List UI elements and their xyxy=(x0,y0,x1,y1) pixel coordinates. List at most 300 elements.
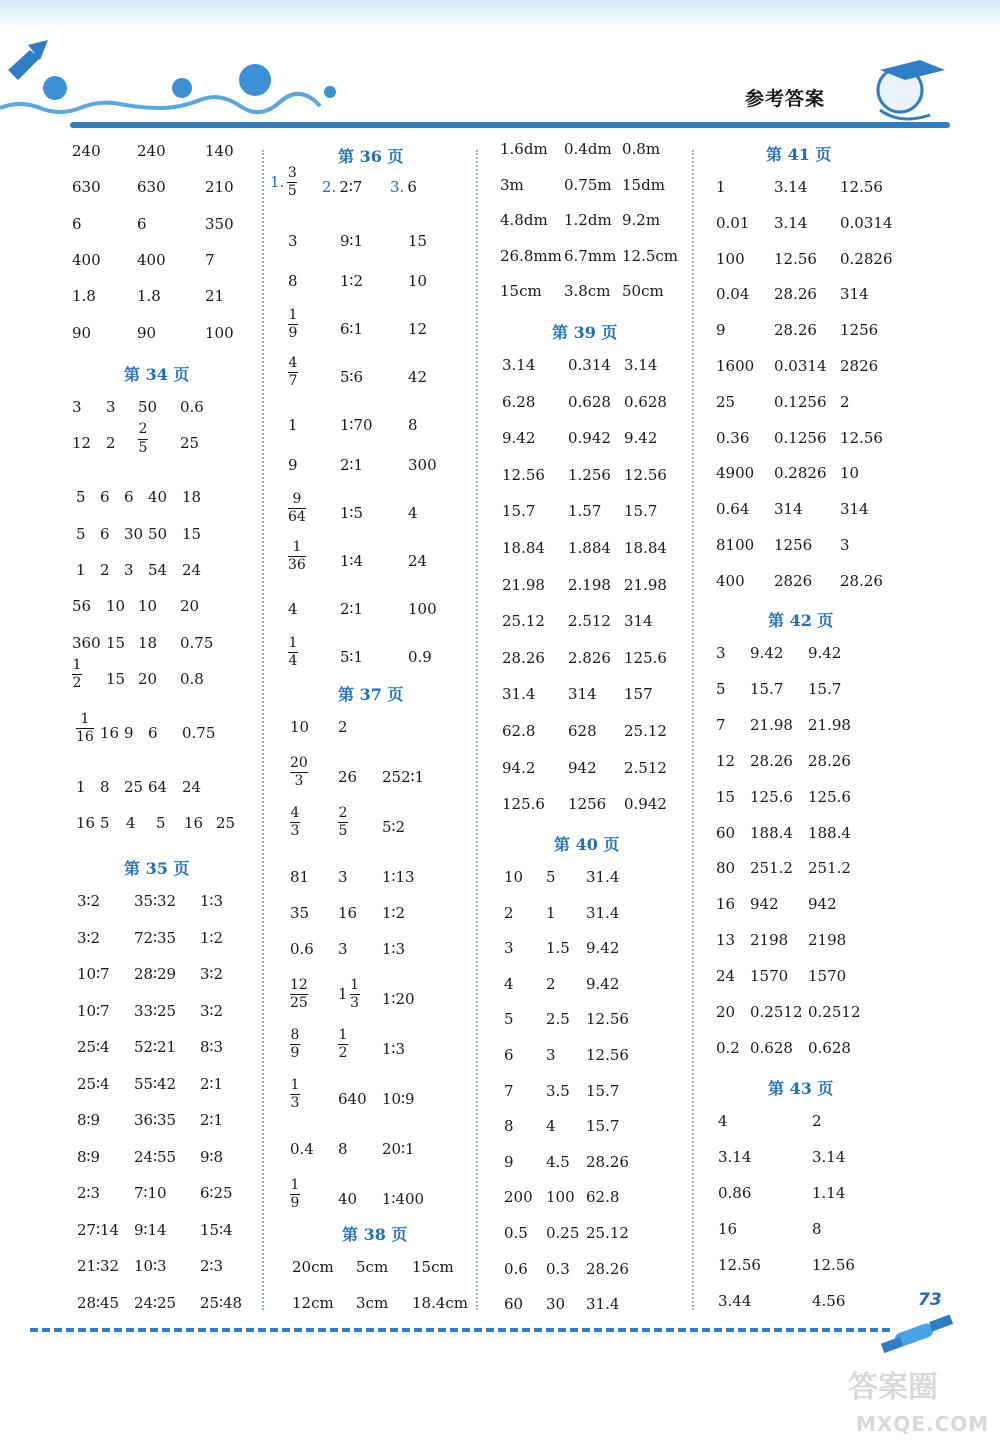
answer-value: 8100 xyxy=(716,536,755,554)
answer-value: 35 xyxy=(290,904,310,922)
answer-value: 33∶25 xyxy=(134,1001,177,1020)
answer-value: 25∶4 xyxy=(77,1074,110,1093)
answer-value: 100 xyxy=(546,1188,575,1207)
answer-value: 25.12 xyxy=(624,722,667,740)
answer-value: 4 xyxy=(504,974,514,993)
answer-value: 350 xyxy=(205,214,234,233)
answer-value: 3.14 xyxy=(812,1148,846,1166)
answer-value: 0.0314 xyxy=(840,213,893,232)
answer-value: 7 xyxy=(716,715,726,734)
answer-value: 10 xyxy=(408,272,428,290)
answer-value: 7 xyxy=(205,250,215,269)
answer-value: 1570 xyxy=(750,967,789,986)
answer-value: 4 xyxy=(718,1112,728,1130)
answer-value: 2∶1 xyxy=(200,1074,223,1093)
answer-value: 9 xyxy=(716,321,726,340)
answer-value: 0.36 xyxy=(716,428,750,447)
answer-value: 1 xyxy=(716,178,726,196)
answer-value: 12cm xyxy=(292,1294,334,1312)
answer-value: 0.2512 xyxy=(750,1003,803,1021)
answer-value: 2∶3 xyxy=(77,1184,100,1202)
answer-value: 400 xyxy=(716,571,745,590)
answer-value: 28∶29 xyxy=(134,965,177,983)
answer-value: 25 xyxy=(716,392,736,411)
answer-value: 15.7 xyxy=(750,679,784,698)
answer-value: 9 xyxy=(124,723,134,742)
answer-value: 6 xyxy=(124,488,134,507)
answer-value: 40 xyxy=(148,488,168,507)
answer-value: 3cm xyxy=(356,1294,389,1312)
answer-value: 8 xyxy=(100,777,110,796)
answer-value: 314 xyxy=(840,285,869,304)
answer-value: 1∶70 xyxy=(340,416,373,434)
answer-value: 9.42 xyxy=(586,974,620,993)
answer-value: 7 xyxy=(504,1081,514,1100)
answer-value xyxy=(287,166,297,200)
answer-value: 12.56 xyxy=(502,465,545,484)
answer-value: 21.98 xyxy=(750,715,793,734)
answer-value: 25 xyxy=(180,434,200,453)
answer-value: 12.56 xyxy=(840,178,883,196)
answer-value: 25∶4 xyxy=(77,1038,110,1056)
answer-value: 4 xyxy=(408,504,418,522)
answer-value: 1∶3 xyxy=(200,892,223,910)
answer-value: 18.84 xyxy=(502,539,545,557)
answer-value: 252∶1 xyxy=(382,768,425,786)
answer-value: 188.4 xyxy=(750,823,793,842)
answer-value: 26.8mm xyxy=(500,246,562,265)
answer-value: 15cm xyxy=(500,282,542,300)
answer-value: 50cm xyxy=(622,282,664,300)
column-divider xyxy=(692,150,694,1310)
answer-value: 10∶7 xyxy=(77,965,110,983)
answer-value: 1∶2 xyxy=(382,904,405,922)
answer-value: 1 xyxy=(546,903,556,922)
answer-value: 40 xyxy=(338,1190,358,1208)
answer-value: 3.44 xyxy=(718,1292,752,1310)
answer-value: 9 xyxy=(288,456,298,474)
answer-value: 15dm xyxy=(622,175,665,194)
answer-value: 2∶1 xyxy=(200,1111,223,1129)
answer-value: 314 xyxy=(568,685,597,704)
section-heading-34: 第 34 页 xyxy=(124,365,190,384)
answer-value: 21 xyxy=(205,287,225,306)
answer-value: 5 xyxy=(546,868,556,886)
answer-value: 16 xyxy=(76,814,96,833)
answer-value: 3.8cm xyxy=(564,282,611,300)
fraction: $\frac{1}{16}$ xyxy=(76,710,94,746)
answer-value: 3 xyxy=(840,536,850,554)
watermark-url: MXQE.COM xyxy=(856,1412,990,1436)
section-heading-37: 第 37 页 xyxy=(338,685,404,704)
answer-value: 125.6 xyxy=(808,787,851,806)
answer-value: 125.6 xyxy=(502,795,545,814)
answer-value: 24 xyxy=(182,777,202,796)
page-header xyxy=(0,0,1000,140)
fraction: $\frac{8}{9}$ xyxy=(290,1027,300,1062)
answer-value: 9∶1 xyxy=(340,232,363,250)
answer-value: 25 xyxy=(124,777,144,796)
answer-value: 28.26 xyxy=(502,648,545,667)
answer-value: 314 xyxy=(840,500,869,519)
answer-value: 20 xyxy=(716,1003,736,1021)
answer-value: 0.6 xyxy=(290,940,314,958)
answer-value: 3m xyxy=(500,175,524,194)
answer-value: 942 xyxy=(808,895,837,914)
answer-value: 5 xyxy=(716,679,726,698)
answer-value xyxy=(290,978,308,1012)
answer-value xyxy=(288,540,306,574)
answer-value: 0.942 xyxy=(624,795,667,814)
answer-value: 8 xyxy=(812,1220,822,1238)
section-heading-42: 第 42 页 xyxy=(768,611,834,630)
answer-value: 62.8 xyxy=(502,722,536,740)
fraction: $\frac{12}{25}$ xyxy=(290,977,308,1012)
answer-value: 1.5 xyxy=(546,939,570,958)
fraction: $\frac{2}{5}$ xyxy=(338,805,348,840)
answer-value: 18.84 xyxy=(624,539,667,557)
section-heading-40: 第 40 页 xyxy=(554,835,620,854)
answer-value: 0.4 xyxy=(290,1140,314,1158)
answer-value: 1∶2 xyxy=(340,272,363,290)
answer-value: 2.826 xyxy=(568,648,611,667)
answer-value: 3∶2 xyxy=(77,892,100,910)
answer-value: 3.5 xyxy=(546,1081,570,1100)
answer-value: 12.5cm xyxy=(622,246,679,265)
answer-value: 240 xyxy=(137,142,166,160)
answer-value: 0.86 xyxy=(718,1184,752,1202)
answer-value: 9.42 xyxy=(624,429,658,448)
answer-value: 25 xyxy=(216,814,236,833)
answer-value: 400 xyxy=(137,250,166,269)
answer-value: 5∶2 xyxy=(382,818,405,836)
answer-value: 125.6 xyxy=(750,787,793,806)
answer-value: 1.256 xyxy=(568,465,611,484)
answer-value: 15.7 xyxy=(586,1081,620,1100)
answer-value: 0.6 xyxy=(504,1259,528,1278)
answer-value: 3 xyxy=(106,398,116,416)
answer-value xyxy=(288,492,306,526)
answer-value: 1∶3 xyxy=(382,1040,405,1058)
question-answer xyxy=(390,180,417,195)
answer-value: 0.8 xyxy=(180,669,204,688)
answer-value: 0.6 xyxy=(180,398,204,416)
answer-value: 0.9 xyxy=(408,648,432,666)
answer-value: 6 xyxy=(100,488,110,507)
answer-value: 54 xyxy=(148,560,168,579)
answer-value: 60 xyxy=(716,823,736,842)
fraction: $\frac{1}{9}$ xyxy=(288,307,298,342)
question-answer xyxy=(270,166,297,200)
answer-value: 1∶2 xyxy=(200,928,223,947)
answer-value: 6 xyxy=(72,214,82,233)
answer-value: 125.6 xyxy=(624,648,667,667)
fraction: $\frac{1}{2}$ xyxy=(72,656,82,692)
question-number: 2. xyxy=(322,178,337,196)
answer-value: 0.628 xyxy=(624,392,667,411)
answer-value: 1256 xyxy=(840,321,879,340)
answer-value: 2198 xyxy=(808,931,847,950)
answer-value: 9∶8 xyxy=(200,1147,223,1166)
answer-value: 942 xyxy=(568,758,597,777)
answer-value: 100 xyxy=(716,249,745,268)
question-number: 1. xyxy=(270,173,285,192)
answer-value: 15 xyxy=(408,232,428,250)
answer-value: 251.2 xyxy=(750,859,793,878)
answer-value: 10 xyxy=(290,718,310,736)
answer-value: 2.512 xyxy=(568,612,611,631)
answer-value xyxy=(338,1028,348,1062)
answer-value: 15cm xyxy=(412,1258,454,1276)
answer-value: 6∶1 xyxy=(340,320,363,338)
answer-value: 1 xyxy=(76,560,86,579)
answer-value: 0.1256 xyxy=(774,392,827,411)
answer-value: 12 xyxy=(72,434,92,453)
answer-value: 12.56 xyxy=(774,249,817,268)
answer-value: 24∶25 xyxy=(134,1293,177,1312)
answer-value: 300 xyxy=(408,456,437,474)
answer-value: 27∶14 xyxy=(77,1220,120,1239)
answer-value: 9.42 xyxy=(502,429,536,448)
answer-value: 140 xyxy=(205,142,234,160)
answer-value: 314 xyxy=(624,612,653,631)
answer-value: 28.26 xyxy=(774,321,817,340)
answer-value: 2.5 xyxy=(546,1010,570,1029)
answer-value: 240 xyxy=(72,142,101,160)
answer-value: 9∶14 xyxy=(134,1220,167,1239)
section-heading-43: 第 43 页 xyxy=(768,1079,834,1098)
answer-value: 1 xyxy=(76,777,86,796)
answer-value: 12 xyxy=(408,320,428,338)
answer-value: 12 xyxy=(716,751,736,770)
fraction: $\frac{1}{4}$ xyxy=(288,635,298,670)
answer-value: 1∶5 xyxy=(340,504,363,522)
answer-value: 1∶3 xyxy=(382,940,405,958)
answer-value: 3∶2 xyxy=(200,1001,223,1020)
fraction: $\frac{9}{64}$ xyxy=(288,491,306,526)
answer-value: 5 xyxy=(76,488,86,507)
fraction: $\frac{20}{3}$ xyxy=(290,755,308,790)
answer-value xyxy=(338,806,348,840)
answer-value: 50 xyxy=(148,524,168,543)
answer-value: 24 xyxy=(182,560,202,579)
answer-value: 0.942 xyxy=(568,429,611,448)
answer-value: 0.2826 xyxy=(774,464,827,483)
answer-value: 81 xyxy=(290,868,310,886)
answer-value: 2.198 xyxy=(568,575,611,594)
answer-value: 50 xyxy=(138,398,158,416)
answer-value: 28.26 xyxy=(750,751,793,770)
answer-value: 9.42 xyxy=(586,939,620,958)
answer-value: 13 xyxy=(716,931,736,950)
page-number: 73 xyxy=(918,1290,942,1310)
fraction: $\frac{1}{2}$ xyxy=(338,1027,348,1062)
satellite-icon xyxy=(880,1310,960,1360)
answer-value: 20∶1 xyxy=(382,1140,415,1158)
answer-value: 15.7 xyxy=(624,502,658,521)
answer-value: 3.14 xyxy=(774,178,808,196)
answer-value: 5∶6 xyxy=(340,368,363,386)
answer-value: 20cm xyxy=(292,1258,334,1276)
answer-value: 35∶32 xyxy=(134,892,177,910)
answer-value: 30 xyxy=(546,1295,566,1314)
answer-value: 188.4 xyxy=(808,823,851,842)
answer-value: 9 xyxy=(504,1152,514,1171)
answer-value: 4 xyxy=(288,600,298,618)
answer-value: 0.5 xyxy=(504,1224,528,1242)
answer-value: 6∶25 xyxy=(200,1184,233,1202)
answer-value: 1.8 xyxy=(137,287,161,306)
answer-value: 8 xyxy=(504,1117,514,1136)
answer-value: 1256 xyxy=(568,795,607,814)
fraction: $\frac{2}{5}$ xyxy=(138,421,148,456)
answer-value: 24 xyxy=(716,967,736,986)
answer-value: 18 xyxy=(138,633,158,652)
answer-value: 28.26 xyxy=(774,285,817,304)
answer-value: 1.884 xyxy=(568,539,611,557)
answer-value xyxy=(290,806,300,840)
answer-value: 10∶3 xyxy=(134,1257,167,1275)
answer-value: 15 xyxy=(106,633,126,652)
answer-value: 12.56 xyxy=(812,1256,855,1274)
answer-value: 4 xyxy=(546,1117,556,1136)
answer-value: 360 xyxy=(72,633,101,652)
answer-value: 0.628 xyxy=(568,392,611,411)
answer-value: 21.98 xyxy=(808,715,851,734)
answer-value: 25.12 xyxy=(586,1224,629,1242)
answer-value: 28.26 xyxy=(586,1259,629,1278)
column-divider xyxy=(476,150,478,1310)
fraction: $\frac{1}{36}$ xyxy=(288,539,306,574)
column-divider xyxy=(262,150,264,1310)
answer-value: 0.75m xyxy=(564,175,612,194)
answer-value xyxy=(288,308,298,342)
answer-value: 18.4cm xyxy=(412,1294,469,1312)
fraction: $\frac{4}{3}$ xyxy=(290,805,300,840)
answer-value: 5cm xyxy=(356,1258,389,1276)
answer-value: 56 xyxy=(72,597,92,616)
answer-value: 4.56 xyxy=(812,1292,846,1310)
answer-value: 3 xyxy=(288,232,298,250)
answer-value: 1570 xyxy=(808,967,847,986)
answer-value: 25.12 xyxy=(502,612,545,631)
answer-value: 2∶1 xyxy=(340,456,363,474)
fraction: $\frac{3}{5}$ xyxy=(287,165,297,200)
answer-value: 15.7 xyxy=(502,502,536,521)
answer-value xyxy=(290,1078,300,1112)
answer-value: 20 xyxy=(180,597,200,616)
answer-value: 3.14 xyxy=(718,1148,752,1166)
answer-value: 25∶48 xyxy=(200,1293,243,1312)
answer-value: 5 xyxy=(76,524,86,543)
answer-value: 1 xyxy=(288,416,298,434)
answer-value: 16 xyxy=(184,814,204,833)
answer-value: 55∶42 xyxy=(134,1074,177,1093)
answer-value: 31.4 xyxy=(586,868,620,886)
answer-value: 6 xyxy=(148,723,158,742)
answer-value: 36∶35 xyxy=(134,1111,177,1129)
answer-value: 3 xyxy=(546,1046,556,1064)
answer-value xyxy=(288,356,298,390)
answer-value: 3.14 xyxy=(624,356,658,374)
answer-value: 12.56 xyxy=(586,1010,629,1029)
answer-value: 6 xyxy=(407,178,417,196)
answer-value: 314 xyxy=(774,500,803,519)
answer-value: 21∶32 xyxy=(77,1257,120,1275)
answer-value: 2 xyxy=(100,560,110,579)
answer-value: 10∶9 xyxy=(382,1090,415,1108)
answer-value: 90 xyxy=(72,323,92,342)
answer-value: 3 xyxy=(504,939,514,958)
answer-value: 8 xyxy=(288,272,298,290)
answer-value: 0.628 xyxy=(750,1038,793,1057)
answer-value: 1 $\frac{1}{3}$ xyxy=(338,977,359,1012)
answer-value: 1.57 xyxy=(568,502,602,521)
answer-value: 15 xyxy=(182,524,202,543)
answer-value: 0.04 xyxy=(716,285,750,304)
answer-value: 2 xyxy=(504,903,514,922)
answer-value: 16 xyxy=(338,904,358,922)
answer-value: 94.2 xyxy=(502,758,536,777)
answer-value: 1∶20 xyxy=(382,990,415,1008)
answer-value: 100 xyxy=(408,600,437,618)
answer-value: 52∶21 xyxy=(134,1038,177,1056)
answer-value: 12.56 xyxy=(586,1046,629,1064)
answer-value: 12.56 xyxy=(624,465,667,484)
answer-value xyxy=(290,1178,300,1212)
answer-value: 15.7 xyxy=(586,1117,620,1136)
answer-value: 5 xyxy=(504,1010,514,1029)
answer-value: 28.26 xyxy=(808,751,851,770)
answer-value: 0.1256 xyxy=(774,428,827,447)
answer-value: 20 xyxy=(138,669,158,688)
answer-value: 8∶9 xyxy=(77,1147,100,1166)
answer-value: 2 xyxy=(106,434,116,453)
answer-value: 60 xyxy=(504,1295,524,1314)
answer-value: 26 xyxy=(338,768,358,786)
answer-value: 1.8 xyxy=(72,287,96,306)
answer-value: 8 xyxy=(408,416,418,434)
answer-value: 6.28 xyxy=(502,392,536,411)
answer-value: 72∶35 xyxy=(134,928,177,947)
answer-value: 3 xyxy=(124,560,134,579)
answer-value: 7∶10 xyxy=(134,1184,167,1202)
answer-value: 2 xyxy=(338,718,348,736)
answer-value: 16 xyxy=(718,1220,738,1238)
answer-value: 1∶400 xyxy=(382,1190,425,1208)
answer-value: 6 xyxy=(100,524,110,543)
answer-value: 1256 xyxy=(774,536,813,554)
footer-dashed-rule xyxy=(30,1328,890,1332)
answer-value xyxy=(76,712,94,746)
answer-value: 62.8 xyxy=(586,1188,620,1207)
header-decoration-icon xyxy=(0,0,1000,140)
fraction: $\frac{4}{7}$ xyxy=(288,355,298,390)
answer-value: 16 xyxy=(716,895,736,914)
answer-value: 5 xyxy=(100,814,110,833)
answer-value: 21.98 xyxy=(502,575,545,594)
header-rule xyxy=(70,122,950,128)
answer-value: 10∶7 xyxy=(77,1001,110,1020)
answer-value: 0.4dm xyxy=(564,140,612,158)
answer-value: 2826 xyxy=(774,571,813,590)
answer-value: 15∶4 xyxy=(200,1220,233,1239)
answer-value: 24∶55 xyxy=(134,1147,177,1166)
fraction: $\frac{1}{9}$ xyxy=(290,1177,300,1212)
answer-value: 3 xyxy=(338,940,348,958)
answer-value: 2 xyxy=(840,392,850,411)
watermark-logo: 答案圈 xyxy=(848,1370,938,1405)
